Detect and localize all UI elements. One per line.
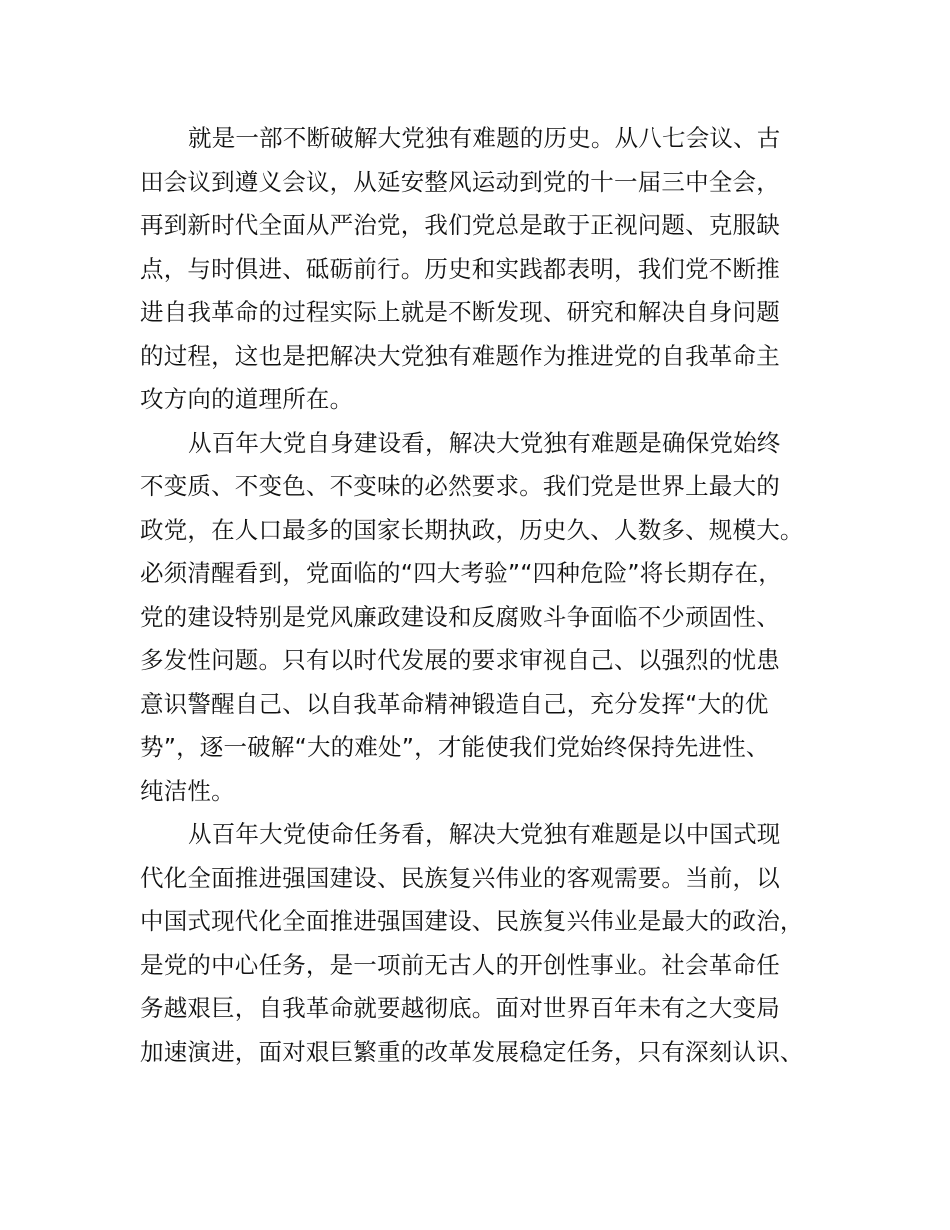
text-line: 就是一部不断破解大党独有难题的历史。从八七会议、古 bbox=[188, 124, 781, 152]
paragraph-1 bbox=[140, 117, 840, 422]
document-body bbox=[140, 117, 840, 1074]
text-line: 政党，在人口最多的国家长期执政，历史久、人数多、规模大。 bbox=[140, 515, 804, 544]
text-line: 势”，逐一破解“大的难处”，才能使我们党始终保持先进性、 bbox=[140, 733, 770, 761]
text-line: 点，与时俱进、砥砺前行。历史和实践都表明，我们党不断推 bbox=[140, 254, 780, 283]
text-line: 从百年大党自身建设看，解决大党独有难题是确保党始终 bbox=[188, 428, 781, 457]
text-line: 务越艰巨，自我革命就要越彻底。面对世界百年未有之大变局 bbox=[140, 994, 780, 1022]
text-line: 进自我革命的过程实际上就是不断发现、研究和解决自身问题 bbox=[140, 298, 780, 326]
text-line: 田会议到遵义会议，从延安整风运动到党的十一届三中全会， bbox=[140, 167, 780, 196]
text-line: 纯洁性。 bbox=[140, 776, 235, 805]
text-line: 再到新时代全面从严治党，我们党总是敢于正视问题、克服缺 bbox=[140, 211, 780, 239]
paragraph-2 bbox=[140, 422, 840, 814]
text-line: 多发性问题。只有以时代发展的要求审视自己、以强烈的忧患 bbox=[140, 646, 780, 674]
text-line: 党的建设特别是党风廉政建设和反腐败斗争面临不少顽固性、 bbox=[140, 602, 780, 631]
text-line: 代化全面推进强国建设、民族复兴伟业的客观需要。当前，以 bbox=[140, 863, 780, 892]
text-line: 加速演进，面对艰巨繁重的改革发展稳定任务，只有深刻认识、 bbox=[140, 1037, 804, 1066]
text-line: 从百年大党使命任务看，解决大党独有难题是以中国式现 bbox=[188, 820, 781, 848]
text-line: 中国式现代化全面推进强国建设、民族复兴伟业是最大的政治， bbox=[140, 907, 804, 935]
text-line: 是党的中心任务，是一项前无古人的开创性事业。社会革命任 bbox=[140, 950, 780, 979]
text-line: 不变质、不变色、不变味的必然要求。我们党是世界上最大的 bbox=[140, 472, 780, 500]
paragraph-3 bbox=[140, 813, 840, 1074]
text-line: 攻方向的道理所在。 bbox=[140, 385, 354, 413]
text-line: 必须清醒看到，党面临的“四大考验”“四种危险”将长期存在， bbox=[140, 559, 782, 587]
text-line: 意识警醒自己、以自我革命精神锻造自己，充分发挥“大的优 bbox=[140, 689, 769, 718]
text-line: 的过程，这也是把解决大党独有难题作为推进党的自我革命主 bbox=[140, 341, 780, 370]
